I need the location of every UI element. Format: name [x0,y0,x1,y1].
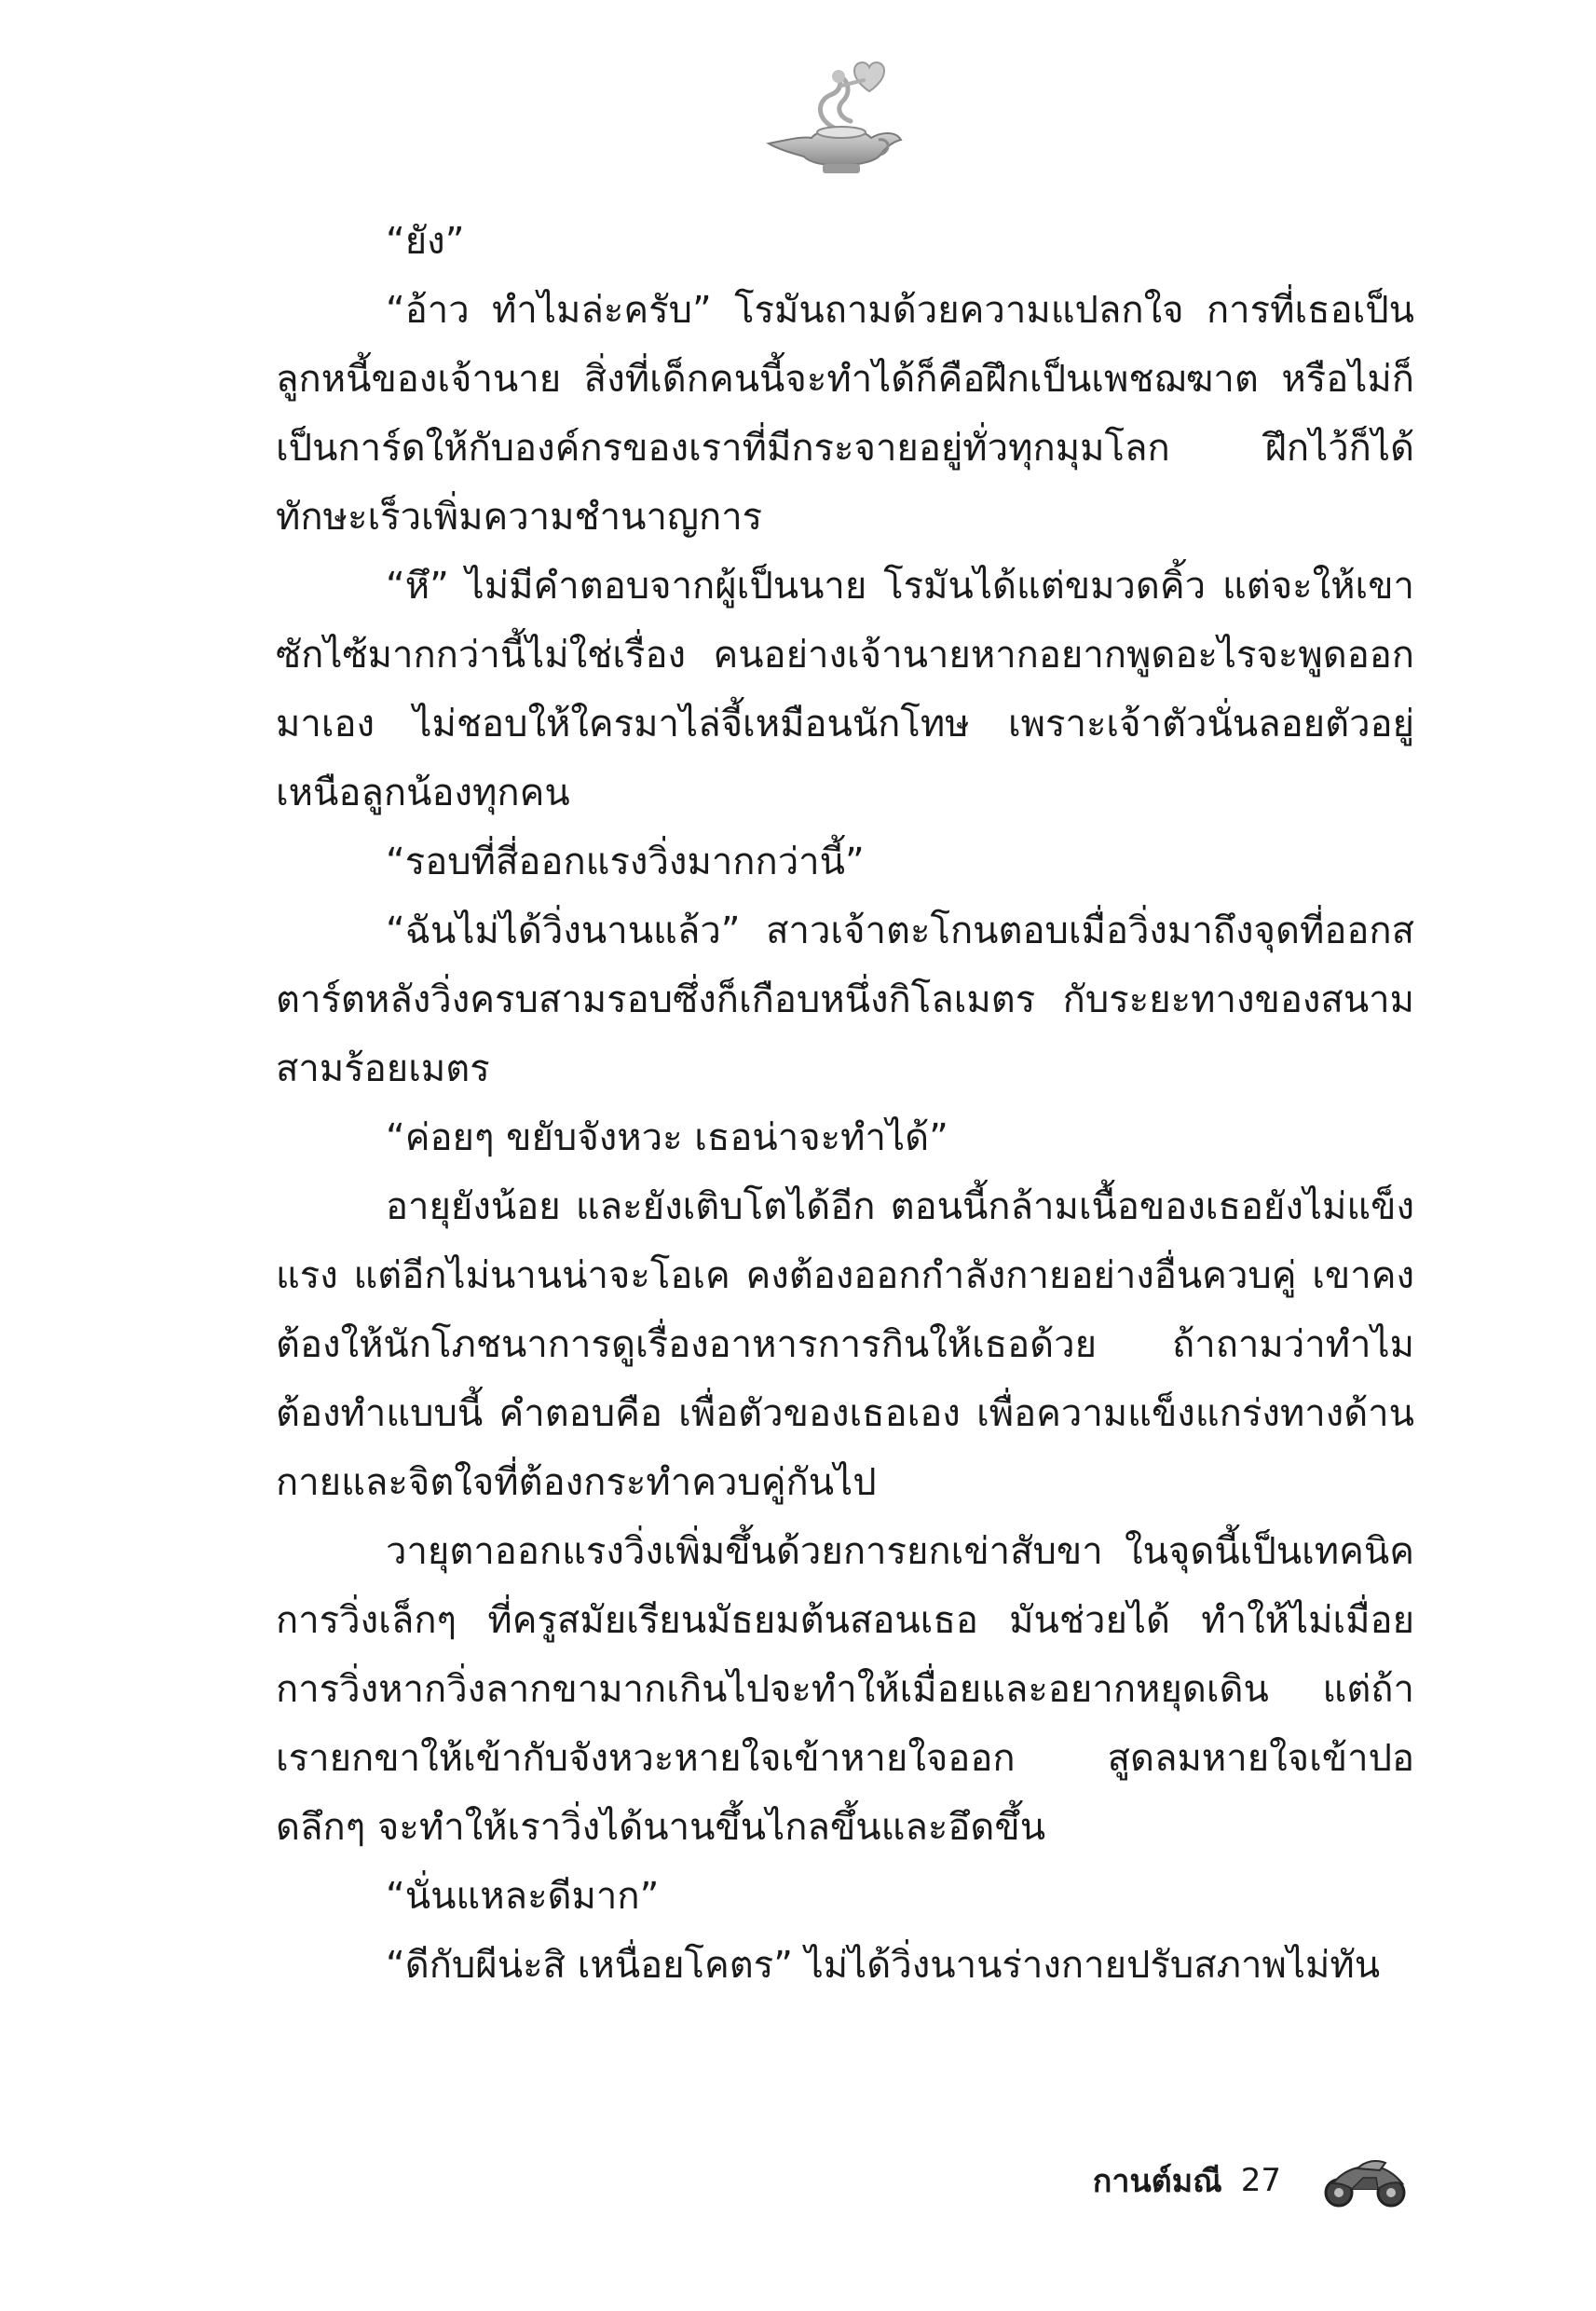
paragraph: “รอบที่สี่ออกแรงวิ่งมากกว่านี้” [386,841,865,883]
paragraph: “ดีกับผีน่ะสิ เหนื่อยโคตร” ไม่ได้วิ่งนานร่างกายปรับสภาพไม่ทัน [386,1944,1381,1987]
motorcycle-icon [1320,2152,1410,2209]
page-number: 27 [1240,2162,1281,2199]
paragraph: “ยัง” [386,220,465,263]
paragraph: “นั่นแหละดีมาก” [386,1875,660,1918]
paragraph: “ค่อยๆ ขยับจังหวะ เธอน่าจะทำได้” [386,1116,948,1159]
story-text [276,207,1414,2000]
paragraph: “อ้าว ทำไมล่ะครับ” โรมันถามด้วยความแปลกใจ การที่เธอเป็นลูกหนี้ของเจ้านาย สิ่งที่เด็กคนนี้จะทำได้ก็คือฝึกเป็นเพชฌฆาต หรือไม่ก็เป็นการ์ดให้กับองค์กรของเราที่มีกระจายอยู่ทั่วทุกมุมโลก ฝึกไว้ก็ได้ทักษะเร็วเพิ่มความชำนาญการ [276,289,1414,539]
page-footer [1093,2148,1410,2213]
genie-lamp-with-heart-icon [750,54,913,180]
paragraph: “ฉันไม่ได้วิ่งนานแล้ว” สาวเจ้าตะโกนตอบเมื่อวิ่งมาถึงจุดที่ออกสตาร์ตหลังวิ่งครบสามรอบซึ่งก็เกือบหนึ่งกิโลเมตร กับระยะทางของสนามสามร้อยเมตร [276,909,1414,1090]
paragraph: อายุยังน้อย และยังเติบโตได้อีก ตอนนี้กล้ามเนื้อของเธอยังไม่แข็งแรง แต่อีกไม่นานน่าจะโอเค คงต้องออกกำลังกายอย่างอื่นควบคู่ เขาคงต้องให้นักโภชนาการดูเรื่องอาหารการกินให้เธอด้วย ถ้าถามว่าทำไมต้องทำแบบนี้ คำตอบคือ เพื่อตัวของเธอเอง เพื่อความแข็งแกร่งทางด้านกายและจิตใจที่ต้องกระทำควบคู่กันไป [276,1185,1414,1504]
paragraph: “หึ” ไม่มีคำตอบจากผู้เป็นนาย โรมันได้แต่ขมวดคิ้ว แต่จะให้เขาซักไซ้มากกว่านี้ไม่ใช่เรื่อง คนอย่างเจ้านายหากอยากพูดอะไรจะพูดออกมาเอง ไม่ชอบให้ใครมาไล่จี้เหมือนนักโทษ เพราะเจ้าตัวนั่นลอยตัวอยู่เหนือลูกน้องทุกคน [276,565,1414,814]
book-title: กานต์มณี [1092,2163,1222,2200]
paragraph: วายุตาออกแรงวิ่งเพิ่มขึ้นด้วยการยกเข่าสับขา ในจุดนี้เป็นเทคนิคการวิ่งเล็กๆ ที่ครูสมัยเรียนมัธยมต้นสอนเธอ มันช่วยได้ ทำให้ไม่เมื่อย การวิ่งหากวิ่งลากขามากเกินไปจะทำให้เมื่อยและอยากหยุดเดิน แต่ถ้าเรายกขาให้เข้ากับจังหวะหายใจเข้าหายใจออก สูดลมหายใจเข้าปอดลึกๆ จะทำให้เราวิ่งได้นานขึ้นไกลขึ้นและอึดขึ้น [276,1530,1414,1849]
